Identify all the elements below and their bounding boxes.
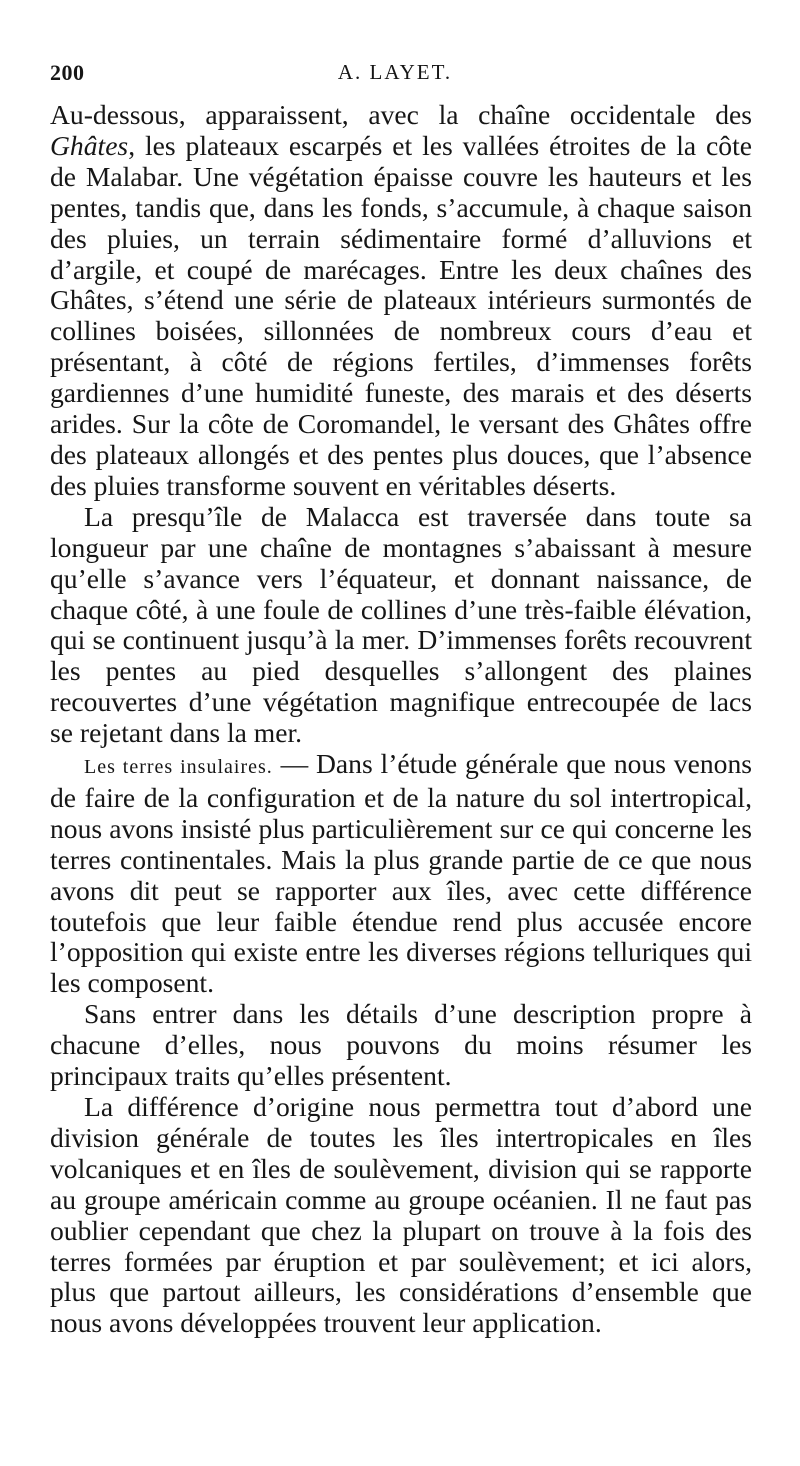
running-head — [50, 60, 750, 90]
paragraph-3-text: — Dans l’étude générale que nous venons de faire de la configuration et de la nature du sol intertropical, nous avons insisté plus particulièrement sur ce qui concerne les terres continentales. Mais la plus grande partie de ce que nous avons dit peut se rapporter aux îles, avec cette différence toutefois que leur faible étendue rend plus accusée encore l’opposition qui existe entre les diverses régions telluriques qui les composent. — [50, 748, 752, 999]
page-number: 200 — [50, 60, 85, 85]
paragraph-1-rest: , les plateaux escarpés et les vallées étroites de la côte de Malabar. Une végétation épaisse couvre les hauteurs et les pentes, tandis que, dans les fonds, s’accumule, à chaque saison des pluies, un terrain sédimentaire formé d’alluvions et d’argile, et coupé de marécages. Entre les deux chaînes des Ghâtes, s’étend une série de plateaux intérieurs surmontés de collines boisées, sillonnées de nombreux cours d’eau et présentant, à côté de régions fertiles, d’immenses forêts gardiennes d’une humidité funeste, des marais et des déserts arides. Sur la côte de Coromandel, le versant des Ghâtes offre des plateaux allongés et des pentes plus douces, que l’absence des pluies transforme souvent en véritables déserts. — [50, 129, 752, 501]
paragraph-4: Sans entrer dans les détails d’une description propre à chacune d’elles, nous pouvons du moins résumer les principaux traits qu’elles présentent. — [50, 998, 752, 1092]
paragraph-1-emphasis: Ghâtes — [50, 129, 129, 161]
paragraph-1-start: Au-dessous, apparaissent, avec la chaîne occidentale des — [50, 99, 752, 130]
section-heading: Les terres insulaires. — [84, 756, 273, 779]
paragraph-2: La presqu’île de Malacca est traversée dans toute sa longueur par une chaîne de montagnes s’abaissant à mesure qu’elle s’avance vers l’équateur, et donnant naissance, de chaque côté, à une foule de collines d’une très-faible élévation, qui se continuent jusqu’à la mer. D’immenses forêts recouvrent les pentes au pied desquelles s’allongent des plaines recouvertes d’une végétation magnifique entrecoupée de lacs se rejetant dans la mer. — [50, 500, 752, 749]
paragraph-5: La différence d’origine nous permettra tout d’abord une division générale de toutes les îles intertropicales en îles volcaniques et en îles de soulèvement, division qui se rapporte au groupe américain comme au groupe océanien. Il ne faut pas oublier cependant que chez la plupart on trouve à la fois des terres formées par éruption et par soulèvement; et ici alors, plus que partout ailleurs, les considérations d’ensemble que nous avons développées trouvent leur application. — [50, 1091, 752, 1339]
running-head-author: A. LAYET. — [337, 60, 453, 84]
paragraph-3 — [50, 749, 752, 999]
paragraph-1 — [50, 100, 752, 502]
body-text — [50, 100, 752, 1339]
